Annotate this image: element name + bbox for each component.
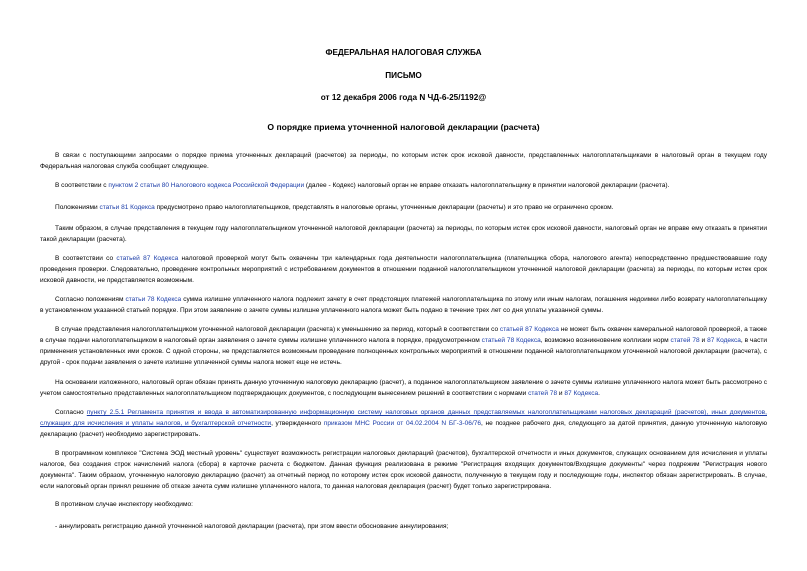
link-article-87[interactable]: статьей 87 Кодекса — [499, 326, 559, 333]
paragraph-3 — [40, 202, 767, 213]
paragraph-6 — [40, 294, 767, 316]
document-date-number: от 12 декабря 2006 года N ЧД-6-25/1192@ — [320, 93, 487, 102]
paragraph-text: - аннулировать регистрацию данной уточненной налоговой декларации (расчета), при этом ввести обоснование аннулирования; — [55, 523, 449, 530]
paragraph-text: В соответствии со — [55, 255, 117, 262]
link-article-81[interactable]: статьи 81 Кодекса — [99, 204, 155, 211]
paragraph-11 — [40, 499, 767, 510]
paragraph-text: В противном случае инспектору необходимо: — [55, 501, 193, 508]
link-regulation-2-5-1[interactable]: пункту 2.5.1 Регламента принятия и ввода в автоматизированную информационную систему налоговых органов данных представляемых налогоплательщиками налоговых деклараций (расчетов), иных документов, служащих для исчисления и уплаты налогов, и бухгалтерской отчетности — [40, 409, 767, 427]
paragraph-text: и — [699, 337, 708, 344]
paragraph-text: , возможно возникновение коллизии норм — [540, 337, 671, 344]
paragraph-8 — [40, 377, 767, 399]
paragraph-7 — [40, 324, 767, 368]
paragraph-text: . — [598, 390, 600, 397]
link-article-80[interactable]: пунктом 2 статьи 80 Налогового кодекса Российской Федерации — [108, 182, 305, 189]
link-article-87[interactable]: 87 Кодекса — [564, 390, 599, 397]
link-article-78[interactable]: статьи 78 Кодекса — [125, 296, 182, 303]
paragraph-text: В случае представления налогоплательщиком уточненной налоговой декларации (расчета) к уменьшению за период, который в соответствии со — [55, 326, 500, 333]
paragraph-text: На основании изложенного, налоговый орган обязан принять данную уточненную налоговую декларацию (расчет), а поданное налогоплательщиком заявление о зачете суммы излишне уплаченного налога может быть рассмотрено с учетом самостоятельно представленных налогоплательщиком подтверждающих документов, с последующим вынесением решений в соответствии с нормами — [40, 379, 767, 397]
paragraph-text: предусмотрено право налогоплательщиков, представлять в налоговые органы, уточненные декларации (расчеты) и это право не ограничено сроком. — [154, 204, 614, 211]
paragraph-1 — [40, 150, 767, 172]
paragraph-text: В соответствии с — [55, 182, 109, 189]
link-article-78[interactable]: статей 78 — [528, 390, 558, 397]
paragraph-5 — [40, 253, 767, 286]
paragraph-text: налоговой проверкой могут быть охвачены три календарных года деятельности налогоплательщика (плательщика сбора, налогового агента) непосредственно предшествовавшие году проведения проверки. Следовательно, проведение контрольных мероприятий с истребованием документов в отношении поданной налогоплательщиком уточненной налоговой декларации (расчета) за периоды, по которым истек срок исковой давности, не представляется возможным. — [40, 255, 767, 284]
paragraph-text: не может быть охвачен камеральной налоговой проверкой, а также в случае подачи налогоплательщиком в налоговый орган заявления о зачете суммы излишне уплаченного налога в порядке, предусмотренном — [40, 326, 767, 344]
link-article-87[interactable]: статьей 87 Кодекса — [116, 255, 179, 262]
paragraph-12 — [40, 521, 767, 532]
paragraph-text: , утвержденного — [271, 420, 324, 427]
paragraph-text: сумма излишне уплаченного налога подлежит зачету в счет предстоящих платежей налогоплательщика по этому или иным налогам, погашения недоимки либо возврату налогоплательщику в установленном указанной статьей порядке. При этом заявление о зачете суммы излишне уплаченного налога может быть подано в течение трех лет со дня уплаты указанной суммы. — [40, 296, 767, 314]
document-type: ПИСЬМО — [385, 71, 422, 80]
paragraph-text: и — [557, 390, 565, 397]
paragraph-10 — [40, 448, 767, 492]
paragraph-text: Таким образом, в случае представления в текущем году налогоплательщиком уточненной налоговой декларации (расчета) за периоды, по которым истек срок исковой давности, налоговый орган не вправе ему отказать в принятии такой декларации (расчета). — [40, 225, 767, 243]
paragraph-text: Положениями — [55, 204, 100, 211]
paragraph-9 — [40, 407, 767, 440]
link-article-87[interactable]: 87 Кодекса — [707, 337, 741, 344]
paragraph-text: , в части применения установленных ими сроков. С одной стороны, не представляется возможным проведение полноценных контрольных мероприятий в отношении поданной налогоплательщиком уточненной налоговой декларации (расчета), с другой - срок подачи заявления о зачете излишне уплаченной суммы налога может еще не истечь. — [40, 337, 768, 366]
link-article-78[interactable]: статьей 78 Кодекса — [481, 337, 541, 344]
paragraph-text: В программном комплексе "Система ЭОД местный уровень" существует возможность регистрации налоговых деклараций (расчетов), бухгалтерской отчетности и иных документов, служащих основанием для исчисления и уплаты налогов, без создания строк начислений налога (сбора) в карточке расчета с бюджетом. Данная функция реализована в режиме "Регистрация входящих документов/Входящие документы" через подрежим "Регистрация нового документа". Таким образом, уточненную налоговую декларацию (расчет) за отчетный период по которому истек срок исковой давности, полученную в текущем году и последующие годы, инспектор обязан зарегистрировать. В случае, если налоговый орган принял решение об отказе зачета сумм излишне уплаченного налога, то данная налоговая декларация (расчет) будет только зарегистрирована. — [40, 450, 767, 490]
paragraph-2 — [40, 180, 767, 191]
link-order-mns[interactable]: приказом МНС России от 04.02.2004 N БГ-3-06/76 — [323, 420, 482, 427]
agency-name: ФЕДЕРАЛЬНАЯ НАЛОГОВАЯ СЛУЖБА — [325, 48, 482, 57]
paragraph-4 — [40, 223, 767, 245]
paragraph-text: (далее - Кодекс) налоговый орган не вправе отказать налогоплательщику в принятии налоговой декларации (расчета). — [304, 182, 670, 189]
document-subject: О порядке приема уточненной налоговой декларации (расчета) — [267, 122, 540, 132]
paragraph-text: В связи с поступающими запросами о порядке приема уточненных деклараций (расчетов) за периоды, по которым истек срок исковой давности, представленных налогоплательщиками в налоговый орган в текущем году Федеральная налоговая служба сообщает следующее. — [40, 152, 767, 170]
link-article-78[interactable]: статей 78 — [670, 337, 700, 344]
paragraph-text: Согласно положениям — [55, 296, 126, 303]
paragraph-text: , не позднее рабочего дня, следующего за датой принятия, данную уточненную налоговую декларацию (расчет) необходимо зарегистрировать. — [40, 420, 767, 438]
paragraph-text: Согласно — [55, 409, 87, 416]
